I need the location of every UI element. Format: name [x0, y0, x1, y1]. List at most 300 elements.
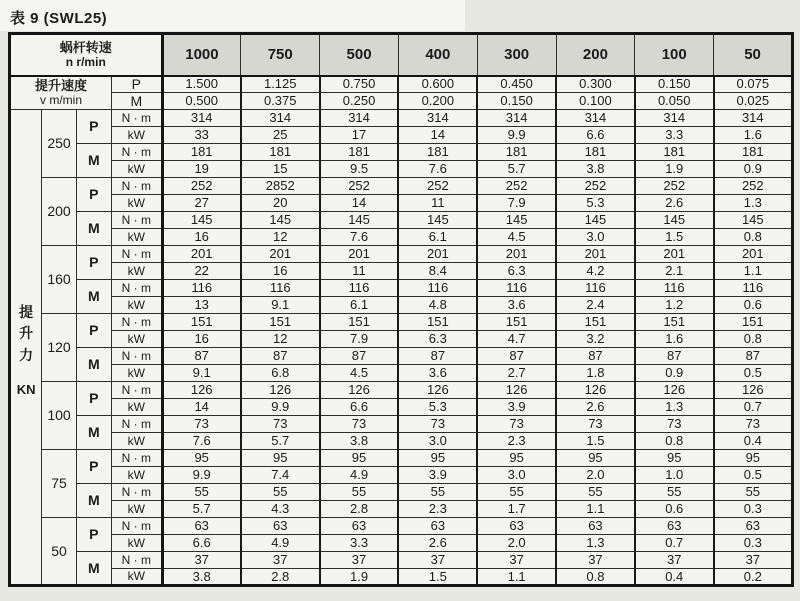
data-cell: 2.8 — [320, 501, 399, 518]
p-row-label: P — [76, 382, 111, 416]
torque-unit-label: N · m — [112, 110, 163, 127]
torque-unit-label: N · m — [112, 552, 163, 569]
data-cell: 314 — [477, 110, 556, 127]
data-cell: 181 — [714, 144, 793, 161]
data-cell: 22 — [162, 263, 241, 280]
data-cell: 4.3 — [241, 501, 320, 518]
data-cell: 63 — [241, 518, 320, 535]
data-cell: 252 — [556, 178, 635, 195]
data-cell: 2.0 — [556, 467, 635, 484]
speed-col-header: 1000 — [162, 34, 241, 76]
data-cell: 9.5 — [320, 161, 399, 178]
data-cell: 37 — [241, 552, 320, 569]
data-cell: 6.6 — [556, 127, 635, 144]
data-cell: 1.5 — [398, 569, 477, 586]
data-cell: 201 — [320, 246, 399, 263]
data-cell: 73 — [320, 416, 399, 433]
table-row — [10, 195, 793, 212]
data-cell: 11 — [398, 195, 477, 212]
data-cell: 151 — [477, 314, 556, 331]
data-cell: 2.3 — [398, 501, 477, 518]
speed-col-header: 400 — [398, 34, 477, 76]
data-cell: 63 — [635, 518, 714, 535]
power-unit-label: kW — [112, 535, 163, 552]
lift-speed-m-value: 0.050 — [635, 93, 714, 110]
data-cell: 151 — [635, 314, 714, 331]
table-row — [10, 518, 793, 535]
data-cell: 151 — [398, 314, 477, 331]
table-title: 表 9 (SWL25) — [10, 10, 108, 27]
data-cell: 145 — [398, 212, 477, 229]
data-cell: 37 — [162, 552, 241, 569]
data-cell: 19 — [162, 161, 241, 178]
lift-speed-p-value: 1.500 — [162, 76, 241, 93]
data-cell: 3.8 — [162, 569, 241, 586]
data-cell: 151 — [241, 314, 320, 331]
data-cell: 0.4 — [635, 569, 714, 586]
torque-unit-label: N · m — [112, 450, 163, 467]
data-cell: 3.0 — [398, 433, 477, 450]
data-cell: 314 — [241, 110, 320, 127]
data-cell: 116 — [320, 280, 399, 297]
data-cell: 116 — [398, 280, 477, 297]
data-cell: 2.8 — [241, 569, 320, 586]
m-row-label: M — [76, 212, 111, 246]
data-cell: 3.9 — [398, 467, 477, 484]
data-cell: 2.6 — [635, 195, 714, 212]
force-value-label: 200 — [42, 178, 76, 246]
data-cell: 33 — [162, 127, 241, 144]
lift-speed-m-value: 0.500 — [162, 93, 241, 110]
data-cell: 181 — [556, 144, 635, 161]
table-row — [10, 178, 793, 195]
data-cell: 0.5 — [714, 365, 793, 382]
data-cell: 0.8 — [556, 569, 635, 586]
data-cell: 181 — [241, 144, 320, 161]
data-cell: 6.3 — [477, 263, 556, 280]
data-cell: 4.5 — [477, 229, 556, 246]
data-cell: 15 — [241, 161, 320, 178]
data-cell: 0.2 — [714, 569, 793, 586]
data-cell: 126 — [556, 382, 635, 399]
data-cell: 73 — [162, 416, 241, 433]
table-row — [10, 246, 793, 263]
data-cell: 55 — [398, 484, 477, 501]
data-cell: 4.5 — [320, 365, 399, 382]
force-value-label: 100 — [42, 382, 76, 450]
data-cell: 3.3 — [635, 127, 714, 144]
spec-table-wrapper — [8, 32, 794, 587]
worm-gear-spec-table — [8, 32, 794, 587]
data-cell: 145 — [320, 212, 399, 229]
lift-speed-p-value: 0.150 — [635, 76, 714, 93]
data-cell: 252 — [162, 178, 241, 195]
data-cell: 55 — [635, 484, 714, 501]
data-cell: 73 — [714, 416, 793, 433]
lift-speed-m-value: 0.025 — [714, 93, 793, 110]
data-cell: 201 — [477, 246, 556, 263]
data-cell: 73 — [635, 416, 714, 433]
data-cell: 201 — [556, 246, 635, 263]
data-cell: 12 — [241, 229, 320, 246]
torque-unit-label: N · m — [112, 280, 163, 297]
m-row-label: M — [76, 484, 111, 518]
data-cell: 87 — [241, 348, 320, 365]
data-cell: 126 — [320, 382, 399, 399]
data-cell: 181 — [162, 144, 241, 161]
data-cell: 3.0 — [556, 229, 635, 246]
force-value-label: 75 — [42, 450, 76, 518]
power-unit-label: kW — [112, 399, 163, 416]
data-cell: 27 — [162, 195, 241, 212]
data-cell: 73 — [241, 416, 320, 433]
torque-unit-label: N · m — [112, 314, 163, 331]
data-cell: 1.0 — [635, 467, 714, 484]
data-cell: 6.1 — [320, 297, 399, 314]
table-row — [10, 365, 793, 382]
data-cell: 3.6 — [477, 297, 556, 314]
data-cell: 252 — [714, 178, 793, 195]
data-cell: 201 — [398, 246, 477, 263]
data-cell: 145 — [162, 212, 241, 229]
data-cell: 63 — [714, 518, 793, 535]
data-cell: 0.9 — [635, 365, 714, 382]
power-unit-label: kW — [112, 433, 163, 450]
table-row — [10, 348, 793, 365]
p-row-label: P — [76, 178, 111, 212]
data-cell: 126 — [635, 382, 714, 399]
data-cell: 63 — [556, 518, 635, 535]
torque-unit-label: N · m — [112, 484, 163, 501]
data-cell: 2852 — [241, 178, 320, 195]
table-row — [10, 229, 793, 246]
data-cell: 3.0 — [477, 467, 556, 484]
data-cell: 1.8 — [556, 365, 635, 382]
data-cell: 9.9 — [241, 399, 320, 416]
data-cell: 9.1 — [162, 365, 241, 382]
data-cell: 1.1 — [556, 501, 635, 518]
power-unit-label: kW — [112, 195, 163, 212]
data-cell: 4.9 — [241, 535, 320, 552]
data-cell: 4.9 — [320, 467, 399, 484]
data-cell: 181 — [635, 144, 714, 161]
data-cell: 95 — [635, 450, 714, 467]
torque-unit-label: N · m — [112, 348, 163, 365]
data-cell: 5.7 — [162, 501, 241, 518]
lift-speed-p-value: 0.600 — [398, 76, 477, 93]
table-row — [10, 433, 793, 450]
data-cell: 314 — [398, 110, 477, 127]
data-cell: 126 — [162, 382, 241, 399]
power-unit-label: kW — [112, 501, 163, 518]
data-cell: 16 — [162, 229, 241, 246]
data-cell: 151 — [162, 314, 241, 331]
data-cell: 12 — [241, 331, 320, 348]
table-row — [10, 161, 793, 178]
data-cell: 1.5 — [635, 229, 714, 246]
p-row-label: P — [76, 246, 111, 280]
data-cell: 1.5 — [556, 433, 635, 450]
data-cell: 181 — [398, 144, 477, 161]
data-cell: 37 — [635, 552, 714, 569]
torque-unit-label: N · m — [112, 416, 163, 433]
data-cell: 5.7 — [477, 161, 556, 178]
data-cell: 87 — [714, 348, 793, 365]
data-cell: 116 — [477, 280, 556, 297]
data-cell: 16 — [162, 331, 241, 348]
lift-speed-m-value: 0.100 — [556, 93, 635, 110]
speed-col-header: 500 — [320, 34, 399, 76]
data-cell: 63 — [477, 518, 556, 535]
table-row — [10, 569, 793, 586]
table-row — [10, 484, 793, 501]
data-cell: 252 — [477, 178, 556, 195]
data-cell: 73 — [477, 416, 556, 433]
data-cell: 4.2 — [556, 263, 635, 280]
lift-speed-p-value: 0.075 — [714, 76, 793, 93]
force-value-label: 250 — [42, 110, 76, 178]
data-cell: 55 — [320, 484, 399, 501]
data-cell: 95 — [320, 450, 399, 467]
data-cell: 7.4 — [241, 467, 320, 484]
data-cell: 11 — [320, 263, 399, 280]
power-unit-label: kW — [112, 127, 163, 144]
p-row-label: P — [76, 314, 111, 348]
data-cell: 6.6 — [162, 535, 241, 552]
data-cell: 3.6 — [398, 365, 477, 382]
data-cell: 145 — [556, 212, 635, 229]
lift-speed-p-value: 1.125 — [241, 76, 320, 93]
data-cell: 9.9 — [477, 127, 556, 144]
m-row-label: M — [76, 144, 111, 178]
data-cell: 2.3 — [477, 433, 556, 450]
table-row — [10, 212, 793, 229]
data-cell: 126 — [398, 382, 477, 399]
data-cell: 4.8 — [398, 297, 477, 314]
data-cell: 151 — [714, 314, 793, 331]
data-cell: 87 — [477, 348, 556, 365]
power-unit-label: kW — [112, 297, 163, 314]
data-cell: 314 — [714, 110, 793, 127]
data-cell: 63 — [398, 518, 477, 535]
data-cell: 116 — [556, 280, 635, 297]
table-row — [10, 144, 793, 161]
speed-col-header: 300 — [477, 34, 556, 76]
data-cell: 6.6 — [320, 399, 399, 416]
power-unit-label: kW — [112, 229, 163, 246]
table-row — [10, 399, 793, 416]
data-cell: 1.3 — [714, 195, 793, 212]
data-cell: 145 — [714, 212, 793, 229]
table-row — [10, 314, 793, 331]
data-cell: 3.8 — [556, 161, 635, 178]
table-row — [10, 416, 793, 433]
data-cell: 63 — [320, 518, 399, 535]
data-cell: 252 — [320, 178, 399, 195]
data-cell: 5.3 — [398, 399, 477, 416]
data-cell: 87 — [398, 348, 477, 365]
power-unit-label: kW — [112, 365, 163, 382]
m-row-label: M — [76, 416, 111, 450]
data-cell: 0.6 — [714, 297, 793, 314]
m-row-label: M — [76, 348, 111, 382]
data-cell: 20 — [241, 195, 320, 212]
data-cell: 25 — [241, 127, 320, 144]
data-cell: 55 — [556, 484, 635, 501]
data-cell: 116 — [635, 280, 714, 297]
data-cell: 126 — [714, 382, 793, 399]
p-row-label: P — [76, 518, 111, 552]
data-cell: 3.3 — [320, 535, 399, 552]
data-cell: 0.8 — [714, 229, 793, 246]
data-cell: 2.4 — [556, 297, 635, 314]
m-row-label: M — [76, 280, 111, 314]
data-cell: 116 — [714, 280, 793, 297]
lift-speed-m-value: 0.375 — [241, 93, 320, 110]
data-cell: 0.6 — [635, 501, 714, 518]
data-cell: 37 — [320, 552, 399, 569]
data-cell: 95 — [556, 450, 635, 467]
data-cell: 0.3 — [714, 535, 793, 552]
data-cell: 17 — [320, 127, 399, 144]
data-cell: 7.6 — [320, 229, 399, 246]
table-row — [10, 127, 793, 144]
data-cell: 0.7 — [635, 535, 714, 552]
data-cell: 6.3 — [398, 331, 477, 348]
data-cell: 126 — [477, 382, 556, 399]
table-row — [10, 535, 793, 552]
lift-speed-p-value: 0.750 — [320, 76, 399, 93]
lift-speed-m-label: M — [112, 93, 163, 110]
data-cell: 1.3 — [635, 399, 714, 416]
data-cell: 37 — [714, 552, 793, 569]
data-cell: 0.5 — [714, 467, 793, 484]
data-cell: 201 — [635, 246, 714, 263]
data-cell: 181 — [477, 144, 556, 161]
data-cell: 151 — [320, 314, 399, 331]
data-cell: 201 — [162, 246, 241, 263]
data-cell: 314 — [162, 110, 241, 127]
table-row — [10, 552, 793, 569]
lift-speed-m-value: 0.250 — [320, 93, 399, 110]
data-cell: 252 — [635, 178, 714, 195]
data-cell: 0.9 — [714, 161, 793, 178]
data-cell: 1.6 — [714, 127, 793, 144]
torque-unit-label: N · m — [112, 144, 163, 161]
data-cell: 116 — [162, 280, 241, 297]
data-cell: 4.7 — [477, 331, 556, 348]
torque-unit-label: N · m — [112, 518, 163, 535]
data-cell: 73 — [398, 416, 477, 433]
data-cell: 7.9 — [477, 195, 556, 212]
lift-speed-label: 提升速度 v m/min — [10, 76, 112, 110]
data-cell: 5.3 — [556, 195, 635, 212]
speed-header-label: 蜗杆转速 n r/min — [10, 34, 163, 76]
data-cell: 1.1 — [477, 569, 556, 586]
data-cell: 145 — [241, 212, 320, 229]
data-cell: 0.7 — [714, 399, 793, 416]
data-cell: 126 — [241, 382, 320, 399]
lift-speed-p-value: 0.450 — [477, 76, 556, 93]
data-cell: 1.2 — [635, 297, 714, 314]
speed-col-header: 750 — [241, 34, 320, 76]
table-row — [10, 382, 793, 399]
lift-speed-m-value: 0.150 — [477, 93, 556, 110]
data-cell: 55 — [241, 484, 320, 501]
data-cell: 55 — [714, 484, 793, 501]
table-row — [10, 450, 793, 467]
data-cell: 6.8 — [241, 365, 320, 382]
torque-unit-label: N · m — [112, 178, 163, 195]
speed-col-header: 100 — [635, 34, 714, 76]
data-cell: 7.6 — [162, 433, 241, 450]
data-cell: 2.1 — [635, 263, 714, 280]
data-cell: 95 — [162, 450, 241, 467]
data-cell: 201 — [241, 246, 320, 263]
data-cell: 145 — [635, 212, 714, 229]
data-cell: 3.2 — [556, 331, 635, 348]
torque-unit-label: N · m — [112, 212, 163, 229]
lift-speed-m-value: 0.200 — [398, 93, 477, 110]
table-row — [10, 331, 793, 348]
data-cell: 2.6 — [398, 535, 477, 552]
table-row — [10, 110, 793, 127]
data-cell: 2.6 — [556, 399, 635, 416]
torque-unit-label: N · m — [112, 382, 163, 399]
data-cell: 2.0 — [477, 535, 556, 552]
data-cell: 55 — [162, 484, 241, 501]
data-cell: 87 — [556, 348, 635, 365]
data-cell: 6.1 — [398, 229, 477, 246]
data-cell: 16 — [241, 263, 320, 280]
power-unit-label: kW — [112, 569, 163, 586]
power-unit-label: kW — [112, 331, 163, 348]
table-row — [10, 297, 793, 314]
data-cell: 9.9 — [162, 467, 241, 484]
data-cell: 1.3 — [556, 535, 635, 552]
data-cell: 0.8 — [714, 331, 793, 348]
speed-col-header: 50 — [714, 34, 793, 76]
power-unit-label: kW — [112, 467, 163, 484]
data-cell: 37 — [477, 552, 556, 569]
data-cell: 314 — [320, 110, 399, 127]
power-unit-label: kW — [112, 161, 163, 178]
data-cell: 14 — [398, 127, 477, 144]
data-cell: 87 — [162, 348, 241, 365]
speed-col-header: 200 — [556, 34, 635, 76]
table-row — [10, 501, 793, 518]
data-cell: 0.3 — [714, 501, 793, 518]
data-cell: 55 — [477, 484, 556, 501]
data-cell: 0.8 — [635, 433, 714, 450]
p-row-label: P — [76, 110, 111, 144]
data-cell: 37 — [398, 552, 477, 569]
lift-force-axis-label: 提 升 力 KN — [10, 110, 42, 586]
data-cell: 1.7 — [477, 501, 556, 518]
data-cell: 1.9 — [635, 161, 714, 178]
data-cell: 145 — [477, 212, 556, 229]
data-cell: 7.9 — [320, 331, 399, 348]
data-cell: 63 — [162, 518, 241, 535]
table-row — [10, 467, 793, 484]
table-row — [10, 280, 793, 297]
data-cell: 87 — [635, 348, 714, 365]
data-cell: 9.1 — [241, 297, 320, 314]
data-cell: 87 — [320, 348, 399, 365]
power-unit-label: kW — [112, 263, 163, 280]
torque-unit-label: N · m — [112, 246, 163, 263]
data-cell: 2.7 — [477, 365, 556, 382]
